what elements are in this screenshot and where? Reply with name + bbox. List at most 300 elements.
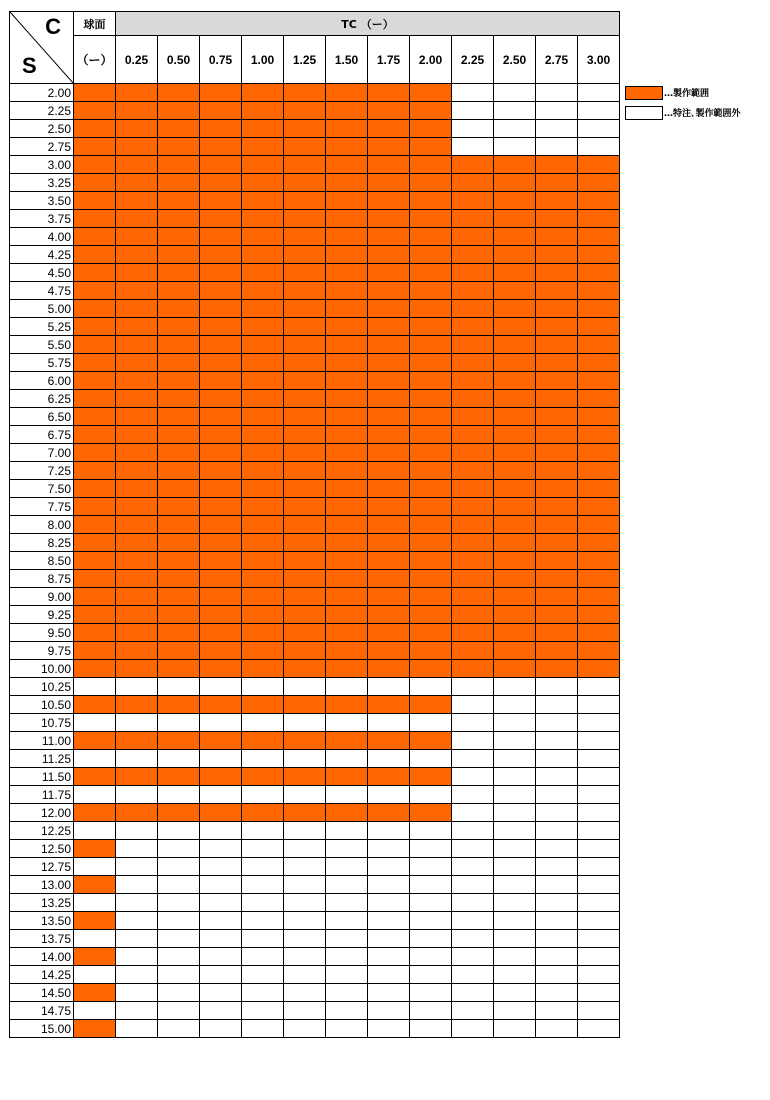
range-cell-available (284, 300, 326, 318)
range-cell-available (536, 390, 578, 408)
range-cell-available (74, 1020, 116, 1038)
range-cell-available (242, 282, 284, 300)
range-cell-special-order (284, 966, 326, 984)
range-cell-available (326, 804, 368, 822)
range-cell-special-order (494, 1002, 536, 1020)
range-cell-available (158, 318, 200, 336)
range-cell-available (368, 552, 410, 570)
range-cell-special-order (536, 1002, 578, 1020)
range-cell-available (242, 588, 284, 606)
sphere-value: 7.00 (10, 444, 74, 462)
range-cell-available (410, 732, 452, 750)
range-cell-special-order (284, 750, 326, 768)
range-cell-available (284, 498, 326, 516)
range-cell-special-order (200, 822, 242, 840)
range-cell-available (74, 390, 116, 408)
range-cell-available (368, 804, 410, 822)
range-cell-available (284, 642, 326, 660)
range-cell-special-order (200, 1020, 242, 1038)
range-cell-available (368, 480, 410, 498)
range-cell-available (452, 534, 494, 552)
range-cell-available (368, 318, 410, 336)
range-cell-available (536, 624, 578, 642)
range-cell-special-order (578, 750, 620, 768)
range-cell-special-order (494, 678, 536, 696)
table-row (10, 408, 620, 426)
range-cell-available (578, 498, 620, 516)
range-cell-available (410, 462, 452, 480)
range-cell-available (494, 408, 536, 426)
range-cell-available (326, 444, 368, 462)
sphere-value: 10.00 (10, 660, 74, 678)
range-cell-special-order (326, 714, 368, 732)
range-cell-special-order (284, 894, 326, 912)
range-cell-available (158, 696, 200, 714)
range-cell-special-order (284, 984, 326, 1002)
range-cell-available (410, 120, 452, 138)
range-cell-special-order (452, 678, 494, 696)
range-cell-special-order (452, 786, 494, 804)
range-cell-special-order (452, 750, 494, 768)
range-cell-available (200, 264, 242, 282)
range-cell-special-order (494, 696, 536, 714)
range-cell-available (368, 408, 410, 426)
range-cell-available (200, 516, 242, 534)
range-cell-available (578, 588, 620, 606)
range-cell-available (242, 804, 284, 822)
range-cell-available (74, 444, 116, 462)
range-cell-available (158, 372, 200, 390)
range-cell-special-order (578, 102, 620, 120)
legend-in-range (625, 84, 741, 101)
table-row (10, 102, 620, 120)
range-cell-available (158, 264, 200, 282)
range-cell-available (326, 318, 368, 336)
range-cell-available (326, 696, 368, 714)
range-cell-available (116, 660, 158, 678)
sphere-value: 4.00 (10, 228, 74, 246)
range-cell-available (242, 84, 284, 102)
range-cell-available (242, 102, 284, 120)
range-cell-available (74, 246, 116, 264)
range-cell-special-order (158, 912, 200, 930)
table-row (10, 318, 620, 336)
range-cell-available (368, 534, 410, 552)
range-cell-special-order (242, 786, 284, 804)
range-cell-special-order (410, 840, 452, 858)
range-cell-special-order (452, 768, 494, 786)
range-cell-special-order (200, 714, 242, 732)
legend-swatch-orange (625, 86, 663, 100)
range-cell-available (536, 210, 578, 228)
range-cell-available (494, 570, 536, 588)
range-cell-available (116, 318, 158, 336)
range-cell-special-order (200, 786, 242, 804)
range-cell-available (536, 480, 578, 498)
range-cell-available (200, 318, 242, 336)
table-row (10, 768, 620, 786)
tc-column-header: 1.25 (284, 36, 326, 84)
range-cell-available (200, 390, 242, 408)
range-cell-available (200, 192, 242, 210)
range-cell-available (368, 174, 410, 192)
range-cell-special-order (158, 1020, 200, 1038)
range-cell-available (74, 534, 116, 552)
table-row (10, 1002, 620, 1020)
sphere-value: 14.50 (10, 984, 74, 1002)
range-cell-available (74, 228, 116, 246)
range-cell-available (242, 174, 284, 192)
range-cell-available (74, 264, 116, 282)
legend-out-of-range-label: …特注､製作範囲外 (664, 109, 741, 119)
range-cell-available (74, 570, 116, 588)
sphere-value: 5.25 (10, 318, 74, 336)
range-cell-special-order (536, 1020, 578, 1038)
range-cell-available (326, 498, 368, 516)
table-row (10, 696, 620, 714)
range-cell-available (74, 516, 116, 534)
range-cell-available (368, 192, 410, 210)
range-cell-available (116, 228, 158, 246)
tc-column-header: 0.25 (116, 36, 158, 84)
range-cell-special-order (452, 120, 494, 138)
range-cell-available (410, 696, 452, 714)
range-cell-available (284, 606, 326, 624)
range-cell-available (242, 210, 284, 228)
range-cell-available (536, 444, 578, 462)
range-cell-special-order (452, 840, 494, 858)
range-cell-special-order (116, 714, 158, 732)
sphere-value: 2.25 (10, 102, 74, 120)
range-cell-available (284, 210, 326, 228)
range-cell-special-order (410, 966, 452, 984)
range-cell-special-order (452, 984, 494, 1002)
range-cell-special-order (368, 750, 410, 768)
range-cell-available (284, 336, 326, 354)
table-row (10, 300, 620, 318)
range-cell-available (368, 102, 410, 120)
range-cell-special-order (536, 948, 578, 966)
range-cell-special-order (536, 732, 578, 750)
range-cell-available (326, 462, 368, 480)
spherical-header: 球面 (74, 12, 116, 36)
range-cell-available (578, 246, 620, 264)
sphere-value: 11.50 (10, 768, 74, 786)
sphere-axis-label: S (22, 53, 37, 78)
range-cell-special-order (494, 102, 536, 120)
table-row (10, 228, 620, 246)
range-cell-available (410, 282, 452, 300)
range-cell-special-order (578, 138, 620, 156)
sphere-value: 6.00 (10, 372, 74, 390)
range-cell-available (242, 642, 284, 660)
range-cell-available (368, 336, 410, 354)
range-cell-available (452, 300, 494, 318)
range-cell-available (494, 246, 536, 264)
range-cell-special-order (452, 804, 494, 822)
sphere-value: 14.75 (10, 1002, 74, 1020)
range-cell-available (200, 210, 242, 228)
range-cell-available (368, 660, 410, 678)
range-cell-available (158, 138, 200, 156)
table-row (10, 192, 620, 210)
range-cell-available (74, 912, 116, 930)
range-cell-available (410, 624, 452, 642)
sphere-value: 2.00 (10, 84, 74, 102)
range-cell-special-order (410, 858, 452, 876)
table-row (10, 786, 620, 804)
range-cell-available (116, 768, 158, 786)
range-cell-available (200, 120, 242, 138)
range-cell-available (578, 534, 620, 552)
range-cell-available (494, 300, 536, 318)
range-cell-available (284, 246, 326, 264)
range-cell-special-order (536, 84, 578, 102)
range-cell-available (158, 408, 200, 426)
range-cell-available (74, 948, 116, 966)
range-cell-available (116, 336, 158, 354)
range-cell-special-order (326, 840, 368, 858)
range-cell-special-order (410, 912, 452, 930)
range-cell-available (578, 408, 620, 426)
range-cell-special-order (74, 930, 116, 948)
range-cell-special-order (494, 1020, 536, 1038)
range-cell-special-order (452, 102, 494, 120)
range-cell-special-order (578, 840, 620, 858)
range-cell-special-order (368, 930, 410, 948)
table-row (10, 570, 620, 588)
range-cell-available (284, 660, 326, 678)
range-cell-available (200, 462, 242, 480)
range-cell-available (242, 228, 284, 246)
range-cell-available (326, 84, 368, 102)
range-cell-available (578, 426, 620, 444)
range-cell-available (410, 192, 452, 210)
table-row (10, 462, 620, 480)
range-cell-available (200, 534, 242, 552)
range-cell-special-order (158, 876, 200, 894)
range-cell-available (452, 192, 494, 210)
range-cell-special-order (242, 750, 284, 768)
range-cell-available (368, 498, 410, 516)
range-cell-available (284, 516, 326, 534)
range-cell-available (452, 318, 494, 336)
range-cell-available (200, 552, 242, 570)
range-cell-available (494, 282, 536, 300)
range-cell-available (284, 426, 326, 444)
range-cell-available (326, 570, 368, 588)
range-cell-special-order (74, 678, 116, 696)
range-cell-available (452, 336, 494, 354)
range-cell-special-order (242, 840, 284, 858)
range-cell-special-order (452, 930, 494, 948)
range-cell-available (74, 660, 116, 678)
range-cell-available (326, 642, 368, 660)
range-cell-available (326, 588, 368, 606)
range-cell-available (368, 210, 410, 228)
range-cell-special-order (326, 894, 368, 912)
range-cell-special-order (578, 984, 620, 1002)
range-cell-available (410, 642, 452, 660)
range-cell-available (158, 192, 200, 210)
range-cell-special-order (326, 1002, 368, 1020)
range-cell-special-order (452, 894, 494, 912)
tc-column-header: 1.50 (326, 36, 368, 84)
range-cell-available (578, 660, 620, 678)
range-cell-available (200, 336, 242, 354)
range-cell-available (368, 462, 410, 480)
sphere-value: 8.00 (10, 516, 74, 534)
range-cell-special-order (368, 786, 410, 804)
range-cell-available (452, 156, 494, 174)
range-cell-special-order (116, 1020, 158, 1038)
sphere-value: 13.25 (10, 894, 74, 912)
range-cell-special-order (242, 966, 284, 984)
range-cell-special-order (368, 948, 410, 966)
range-cell-special-order (116, 930, 158, 948)
range-cell-available (494, 228, 536, 246)
range-cell-special-order (74, 858, 116, 876)
range-cell-available (494, 192, 536, 210)
range-cell-available (536, 570, 578, 588)
range-cell-special-order (578, 876, 620, 894)
range-cell-special-order (326, 1020, 368, 1038)
tc-column-header: 2.75 (536, 36, 578, 84)
range-cell-special-order (368, 966, 410, 984)
sphere-value: 4.75 (10, 282, 74, 300)
range-cell-available (74, 552, 116, 570)
range-cell-special-order (536, 804, 578, 822)
range-cell-special-order (410, 1002, 452, 1020)
range-cell-available (536, 516, 578, 534)
range-cell-available (74, 804, 116, 822)
range-cell-available (158, 624, 200, 642)
range-cell-available (116, 138, 158, 156)
range-cell-available (74, 588, 116, 606)
range-cell-available (74, 282, 116, 300)
range-cell-special-order (158, 858, 200, 876)
sphere-value: 13.00 (10, 876, 74, 894)
range-cell-available (410, 210, 452, 228)
range-cell-available (410, 300, 452, 318)
table-row (10, 660, 620, 678)
range-cell-special-order (410, 750, 452, 768)
range-cell-available (326, 732, 368, 750)
range-cell-available (116, 480, 158, 498)
sphere-value: 3.75 (10, 210, 74, 228)
range-cell-special-order (452, 948, 494, 966)
range-cell-special-order (242, 822, 284, 840)
range-cell-available (242, 534, 284, 552)
range-cell-available (452, 570, 494, 588)
range-cell-special-order (200, 984, 242, 1002)
range-cell-available (452, 642, 494, 660)
sphere-value: 8.75 (10, 570, 74, 588)
range-cell-special-order (74, 714, 116, 732)
range-cell-available (410, 84, 452, 102)
range-cell-available (74, 138, 116, 156)
range-cell-available (200, 138, 242, 156)
range-cell-available (410, 318, 452, 336)
range-cell-available (536, 426, 578, 444)
range-cell-special-order (158, 678, 200, 696)
range-cell-special-order (284, 912, 326, 930)
range-cell-available (410, 390, 452, 408)
range-cell-available (410, 480, 452, 498)
range-cell-available (368, 444, 410, 462)
range-cell-available (74, 480, 116, 498)
range-cell-special-order (410, 678, 452, 696)
range-cell-special-order (578, 120, 620, 138)
sphere-value: 6.75 (10, 426, 74, 444)
range-cell-available (116, 588, 158, 606)
spherical-subheader: （ー） (74, 36, 116, 84)
range-cell-available (158, 120, 200, 138)
range-cell-available (242, 408, 284, 426)
range-cell-available (200, 588, 242, 606)
sphere-value: 15.00 (10, 1020, 74, 1038)
sphere-value: 13.75 (10, 930, 74, 948)
range-cell-special-order (368, 822, 410, 840)
range-cell-available (242, 372, 284, 390)
corner-header (10, 12, 74, 84)
range-cell-available (284, 570, 326, 588)
range-cell-available (410, 138, 452, 156)
range-cell-special-order (158, 1002, 200, 1020)
range-cell-available (368, 426, 410, 444)
range-cell-special-order (494, 876, 536, 894)
cylinder-axis-label: C (45, 14, 61, 39)
range-cell-available (200, 768, 242, 786)
tc-column-header: 0.75 (200, 36, 242, 84)
range-cell-special-order (242, 714, 284, 732)
range-cell-available (116, 804, 158, 822)
table-row (10, 534, 620, 552)
range-cell-available (368, 84, 410, 102)
range-cell-available (116, 246, 158, 264)
range-cell-available (74, 84, 116, 102)
table-row (10, 390, 620, 408)
range-cell-special-order (578, 930, 620, 948)
legend (625, 84, 741, 124)
range-cell-special-order (284, 876, 326, 894)
range-cell-available (536, 300, 578, 318)
range-cell-special-order (410, 714, 452, 732)
range-cell-special-order (494, 732, 536, 750)
range-cell-available (368, 390, 410, 408)
sphere-value: 11.75 (10, 786, 74, 804)
range-cell-available (326, 228, 368, 246)
range-cell-special-order (158, 930, 200, 948)
sphere-value: 9.25 (10, 606, 74, 624)
sphere-value: 12.00 (10, 804, 74, 822)
range-cell-special-order (326, 984, 368, 1002)
range-cell-special-order (578, 786, 620, 804)
range-cell-special-order (200, 948, 242, 966)
range-cell-available (284, 462, 326, 480)
sphere-value: 6.25 (10, 390, 74, 408)
sphere-value: 11.00 (10, 732, 74, 750)
table-row (10, 642, 620, 660)
sphere-value: 7.75 (10, 498, 74, 516)
range-cell-available (326, 354, 368, 372)
table-row (10, 714, 620, 732)
range-cell-available (116, 570, 158, 588)
range-cell-available (242, 444, 284, 462)
range-cell-available (242, 246, 284, 264)
range-cell-available (410, 588, 452, 606)
range-cell-available (578, 570, 620, 588)
